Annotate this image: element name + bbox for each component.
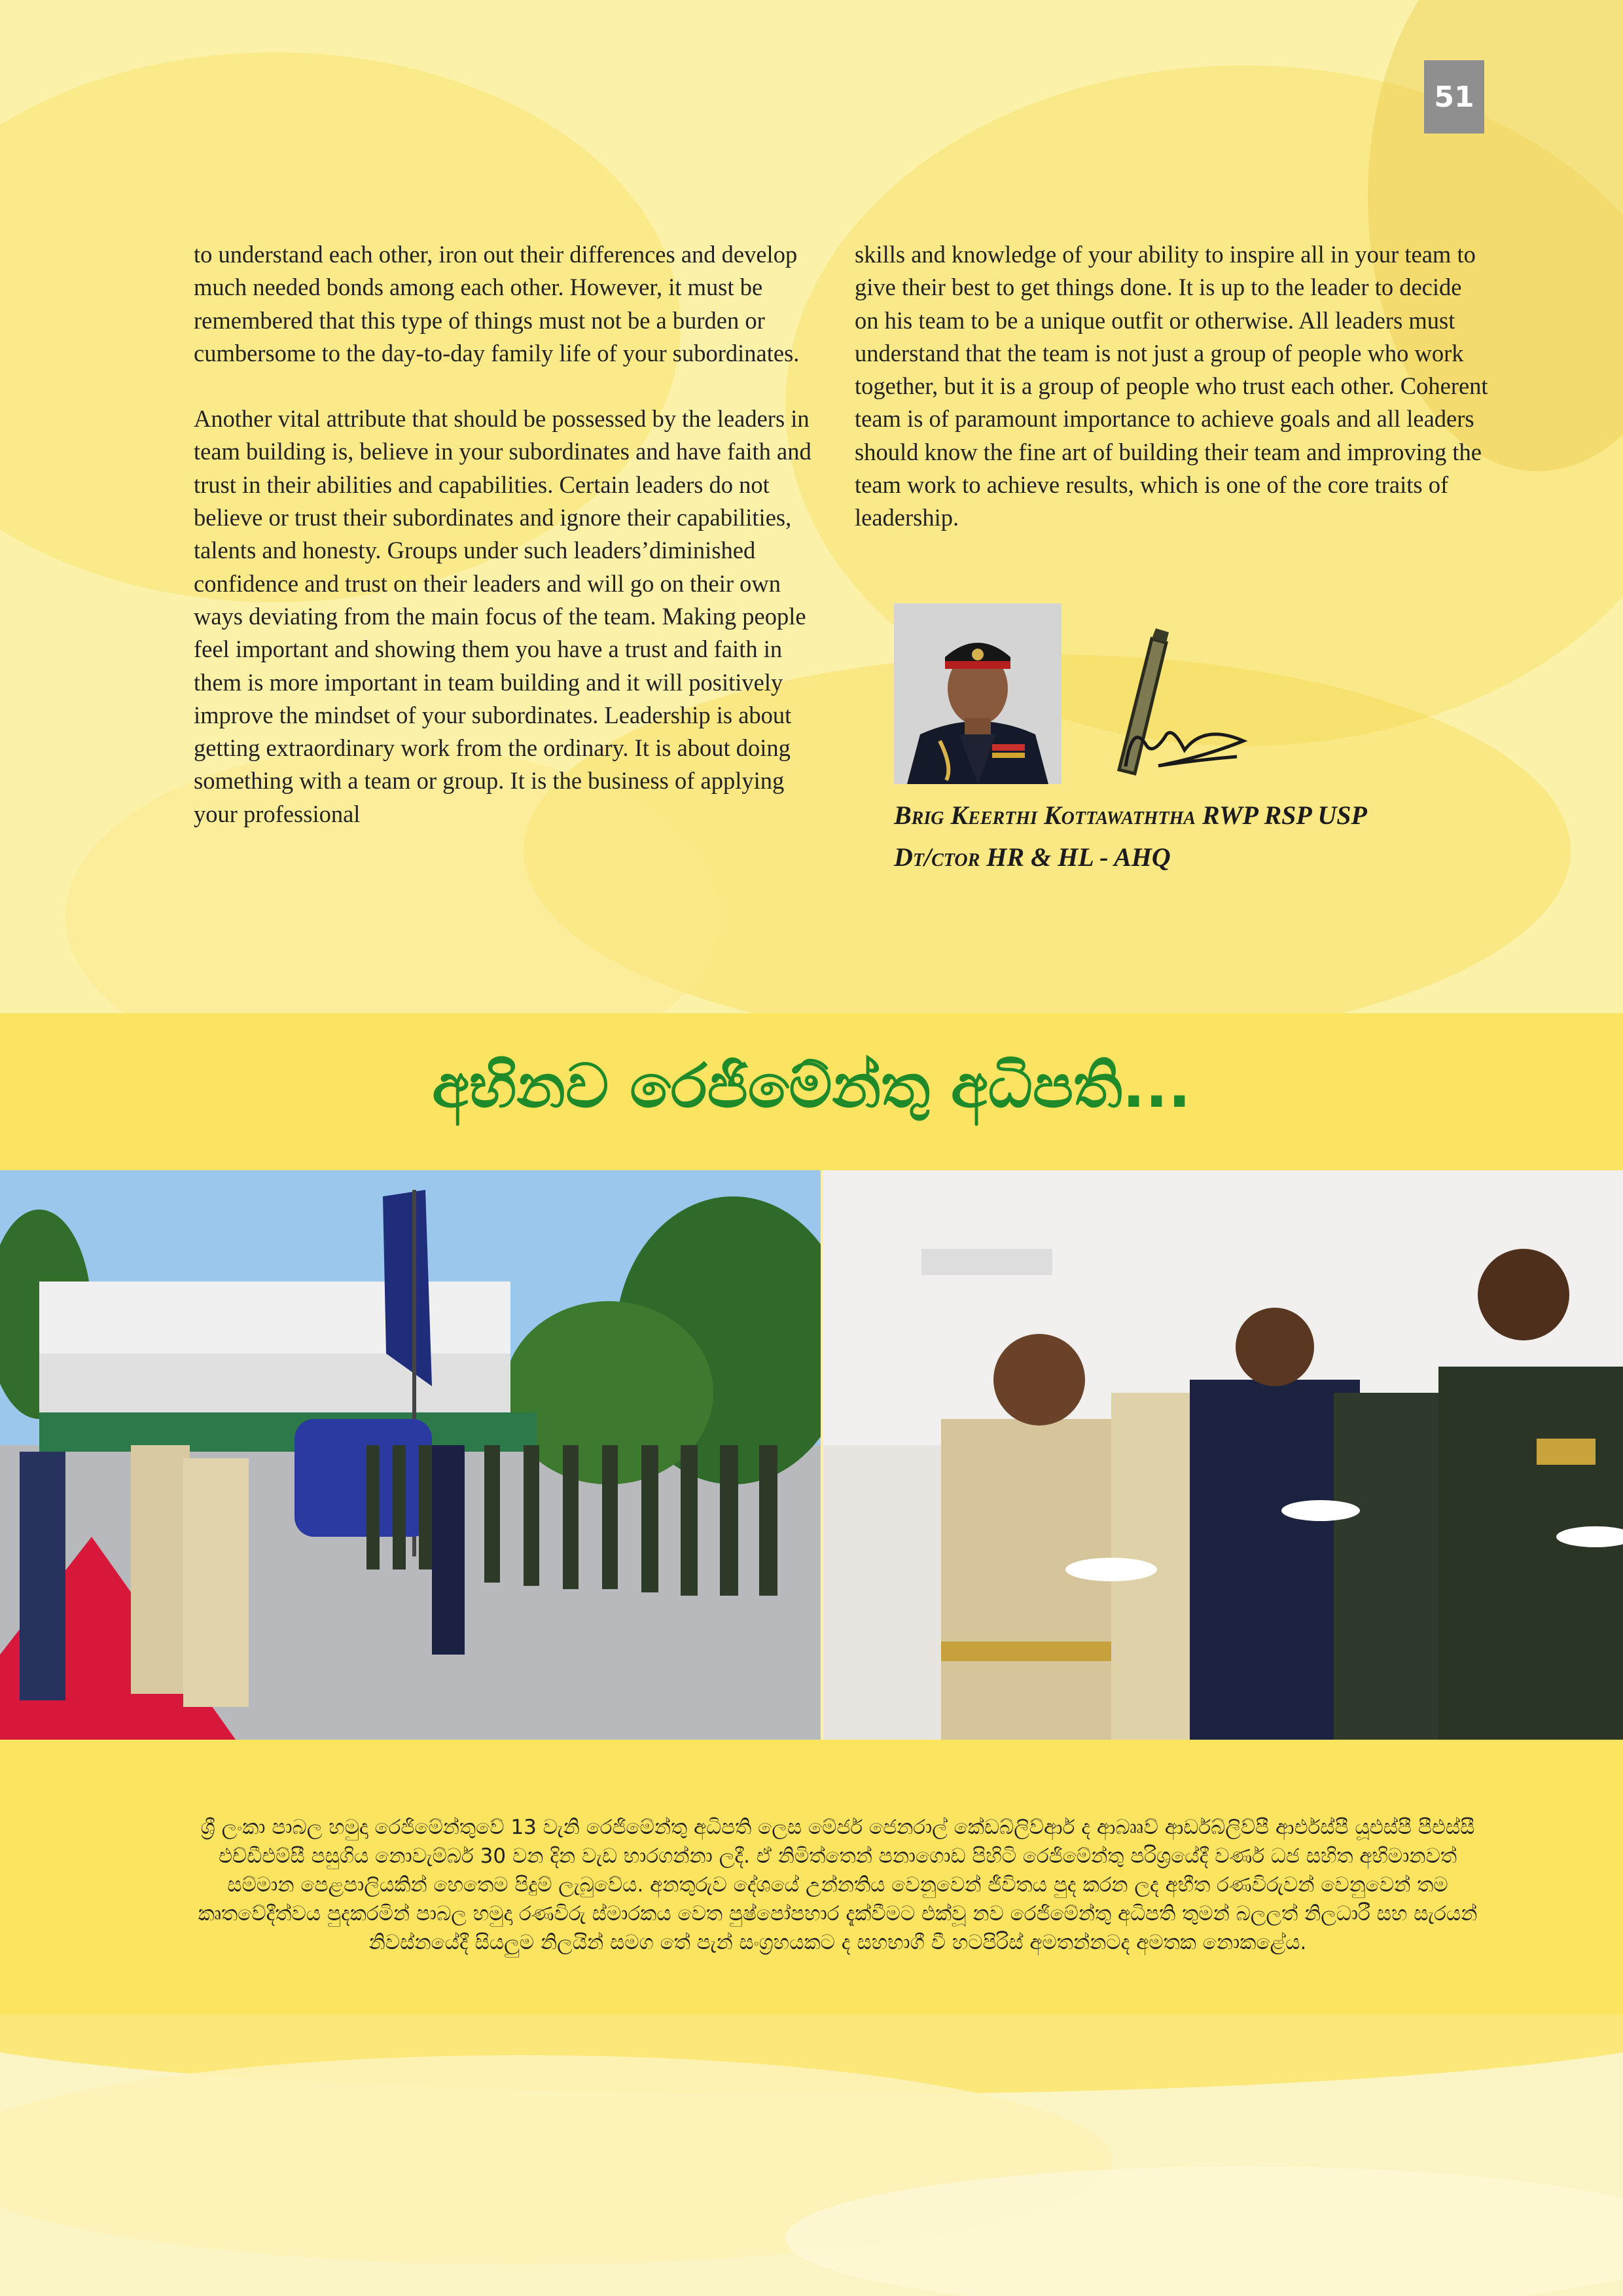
reception-with-soldiers-photo	[823, 1170, 1623, 1740]
paragraph: to understand each other, iron out their differences and develop much needed bonds among each other. However, it must be remembered that this type of things must not be a burden or cumbersome to the day-to-day family life of your subordinates.	[194, 241, 800, 367]
paragraph: Another vital attribute that should be possessed by the leaders in team building is, believe in your subordinates and have faith and trust in their abilities and capabilities. Certain leaders do not believe or trust their subordinates and ignore their capabilities, talents and honesty. Groups under such leaders’diminished confidence and trust on their leaders and will go on their own ways deviating from the main focus of the team. Making people feel important and showing them you have a trust and faith in them is more important in team building and it will positively improve the mindset of your subordinates. Leadership is about getting extraordinary work from the ordinary. It is about doing something with a team or group. It is the business of applying your professional	[194, 405, 812, 827]
section-heading: අභිනව රෙජිමේන්තු අධිපති...	[432, 1051, 1191, 1121]
paragraph: skills and knowledge of your ability to inspire all in your team to give their best to get things done. It is up to the leader to decide on his team to be a unique outfit or otherwise. All leaders must understand that the team is not just a group of people who work together, but it is a group of people who trust each other. Coherent team is of paramount importance to achieve goals and all leaders should know the fine art of building their team and improving the team work to achieve results, which is one of the core traits of leadership.	[855, 241, 1488, 531]
article-left-column	[194, 238, 829, 863]
author-title: HR & HL - AHQ	[986, 842, 1171, 872]
author-title-prefix: Dt/ctor	[894, 842, 980, 872]
page-number-badge: 51	[1424, 60, 1484, 134]
article-right-column	[855, 238, 1489, 567]
author-name: Brig Keerthi Kottawaththa	[894, 800, 1196, 830]
author-signature-block	[894, 795, 1367, 878]
pen-signature-icon	[1106, 626, 1257, 783]
author-title-line	[894, 836, 1367, 878]
author-post-nominals: RWP RSP USP	[1202, 800, 1367, 830]
photo-caption: ශ්‍රී ලංකා පාබල හමුදා රෙජිමේන්තුවේ 13 වැනි රෙජිමේන්තු අධිපති ලෙස මේජර් ජෙනරාල් කේඩබ්ලිව්ආර් ද ආබෲව් ආර්ඩබ්ලිව්පී ආර්එස්පී යූඑස්පී පීඑස්සී එච්ඩීඑම්සී පසුගිය නොවැම්බර් 30 වන දින වැඩ භාරගන්නා ලදී. ඒ නිමිත්තෙන් පනාගොඩ පිහිටි රෙජිමේන්තු පරිශ්‍රයේදී වර්ණ ධජ සහිත අභිමානවත් සම්මාන පෙළපාලියකින් හෙතෙම පිදුම් ලැබුවේය. අනතුරුව දේශයේ උන්නතිය වෙනුවෙන් ජීවිතය පුද කරන ලද අභීත රණවිරුවන් වෙනුවෙන් තම කෘතවේදීත්වය පුදකරමින් පාබල හමුදා රණවිරු ස්මාරකය වෙත පුෂ්පෝපහාර දැක්වීමට එක්වූ නව රෙජිමේන්තු අධිපති තුමන් බලලත් නිලධාරී සහ සැරයන් නිවස්නයේදී සියලුම නිලයින් සමග තේ පැන් සංග්‍රහයකට ද සහභාගී වී හටපිරිස් අමතන්නටද අමතක නොකළේය.	[198, 1816, 1478, 1954]
author-name-line	[894, 795, 1367, 836]
parade-inspection-photo	[0, 1170, 821, 1740]
author-portrait	[894, 603, 1061, 784]
